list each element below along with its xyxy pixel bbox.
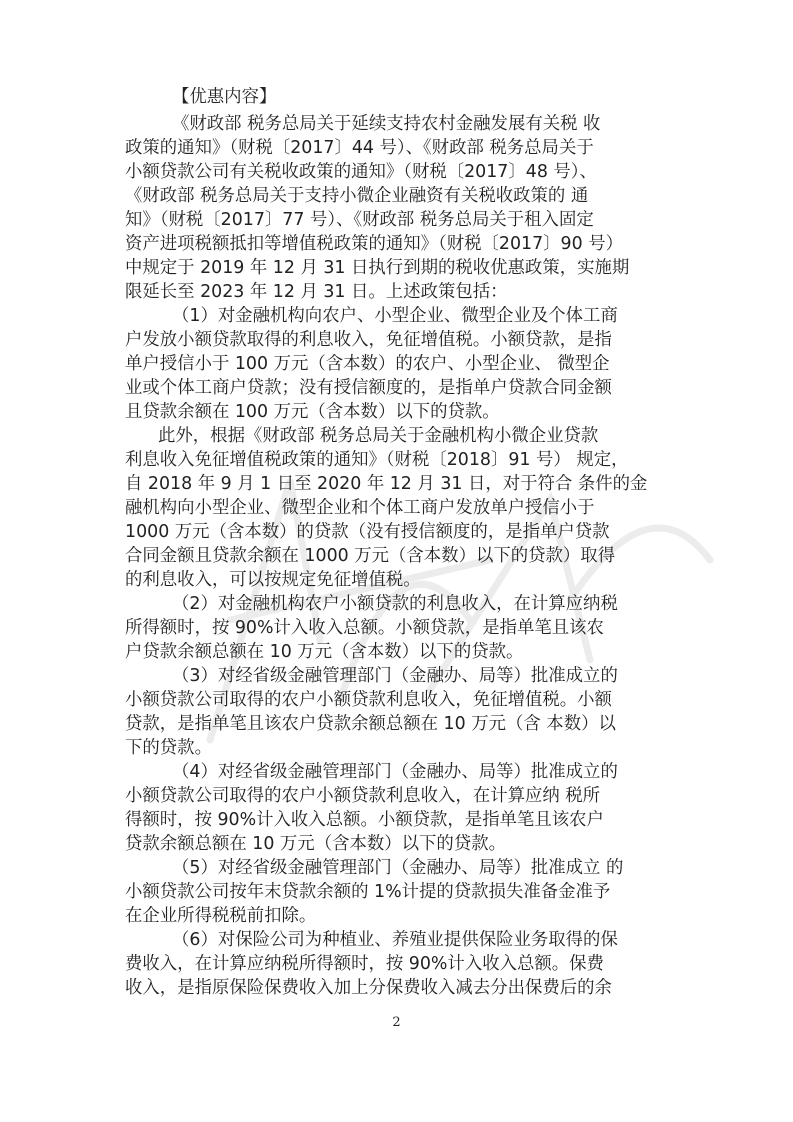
- text-line: 的利息收入，可以按规定免征增值税。: [125, 570, 421, 590]
- text-line: 收入，是指原保险保费收入加上分保费收入减去分出保费后的余: [125, 978, 612, 998]
- text-line: 1000 万元（含本数）的贷款（没有授信额度的，是指单户贷款: [125, 522, 610, 542]
- text-line: 合同金额且贷款余额在 1000 万元（含本数）以下的贷款）取得: [125, 546, 616, 566]
- text-line: 此外，根据《财政部 税务总局关于金融机构小微企业贷款: [158, 426, 599, 446]
- text-line: 所得额时，按 90%计入收入总额。小额贷款，是指单笔且该农: [125, 618, 604, 638]
- text-line: 知》（财税〔2017〕77 号）、《财政部 税务总局关于租入固定: [125, 210, 594, 230]
- page-number: 2: [392, 1015, 401, 1030]
- text-line: （1）对金融机构向农户、小型企业、微型企业及个体工商: [172, 306, 618, 326]
- text-line: 小额贷款公司取得的农户小额贷款利息收入，免征增值税。小额: [125, 690, 612, 710]
- text-line: 利息收入免征增值税政策的通知》（财税〔2018〕91 号） 规定，: [125, 450, 629, 470]
- text-line: 《财政部 税务总局关于支持小微企业融资有关税收政策的 通: [125, 186, 589, 206]
- text-line: 自 2018 年 9 月 1 日至 2020 年 12 月 31 日，对于符合 条件的金: [125, 474, 648, 494]
- text-line: （6）对保险公司为种植业、养殖业提供保险业务取得的保: [172, 930, 618, 950]
- text-line: 单户授信小于 100 万元（含本数）的农户、小型企业、 微型企: [125, 354, 610, 374]
- text-line: 资产进项税额抵扣等增值税政策的通知》（财税〔2017〕90 号）: [125, 234, 623, 254]
- text-line: 下的贷款。: [125, 738, 212, 758]
- text-line: （3）对经省级金融管理部门（金融办、局等）批准成立的: [172, 666, 618, 686]
- text-line: 费收入，在计算应纳税所得额时，按 90%计入收入总额。保费: [125, 954, 604, 974]
- text-line: 贷款余额总额在 10 万元（含本数）以下的贷款。: [125, 834, 506, 854]
- section-heading: 【优惠内容】: [172, 87, 277, 107]
- text-line: （4）对经省级金融管理部门（金融办、局等）批准成立的: [172, 762, 618, 782]
- text-line: 《财政部 税务总局关于延续支持农村金融发展有关税 收: [172, 114, 601, 134]
- text-line: 在企业所得税税前扣除。: [125, 906, 317, 926]
- text-line: 小额贷款公司有关税收政策的通知》（财税〔2017〕48 号）、: [125, 162, 597, 182]
- text-line: 业或个体工商户贷款；没有授信额度的，是指单户贷款合同金额: [125, 378, 612, 398]
- text-line: 户贷款余额总额在 10 万元（含本数）以下的贷款。: [125, 642, 524, 662]
- text-line: 融机构向小型企业、微型企业和个体工商户发放单户授信小于: [125, 498, 595, 518]
- text-line: 政策的通知》（财税〔2017〕44 号）、《财政部 税务总局关于: [125, 138, 594, 158]
- text-line: 得额时，按 90%计入收入总额。小额贷款，是指单笔且该农户: [125, 810, 604, 830]
- text-line: （2）对金融机构农户小额贷款的利息收入，在计算应纳税: [172, 594, 618, 614]
- text-line: （5）对经省级金融管理部门（金融办、局等）批准成立 的: [172, 858, 624, 878]
- text-line: 贷款，是指单笔且该农户贷款余额总额在 10 万元（含 本数）以: [125, 714, 616, 734]
- text-line: 户发放小额贷款取得的利息收入，免征增值税。小额贷款，是指: [125, 330, 612, 350]
- text-line: 中规定于 2019 年 12 月 31 日执行到期的税收优惠政策，实施期: [125, 258, 630, 278]
- text-line: 小额贷款公司取得的农户小额贷款利息收入，在计算应纳 税所: [125, 786, 601, 806]
- text-line: 小额贷款公司按年末贷款余额的 1%计提的贷款损失准备金准予: [125, 882, 611, 902]
- text-line: 且贷款余额在 100 万元（含本数）以下的贷款。: [125, 402, 500, 422]
- text-line: 限延长至 2023 年 12 月 31 日。上述政策包括：: [125, 282, 508, 302]
